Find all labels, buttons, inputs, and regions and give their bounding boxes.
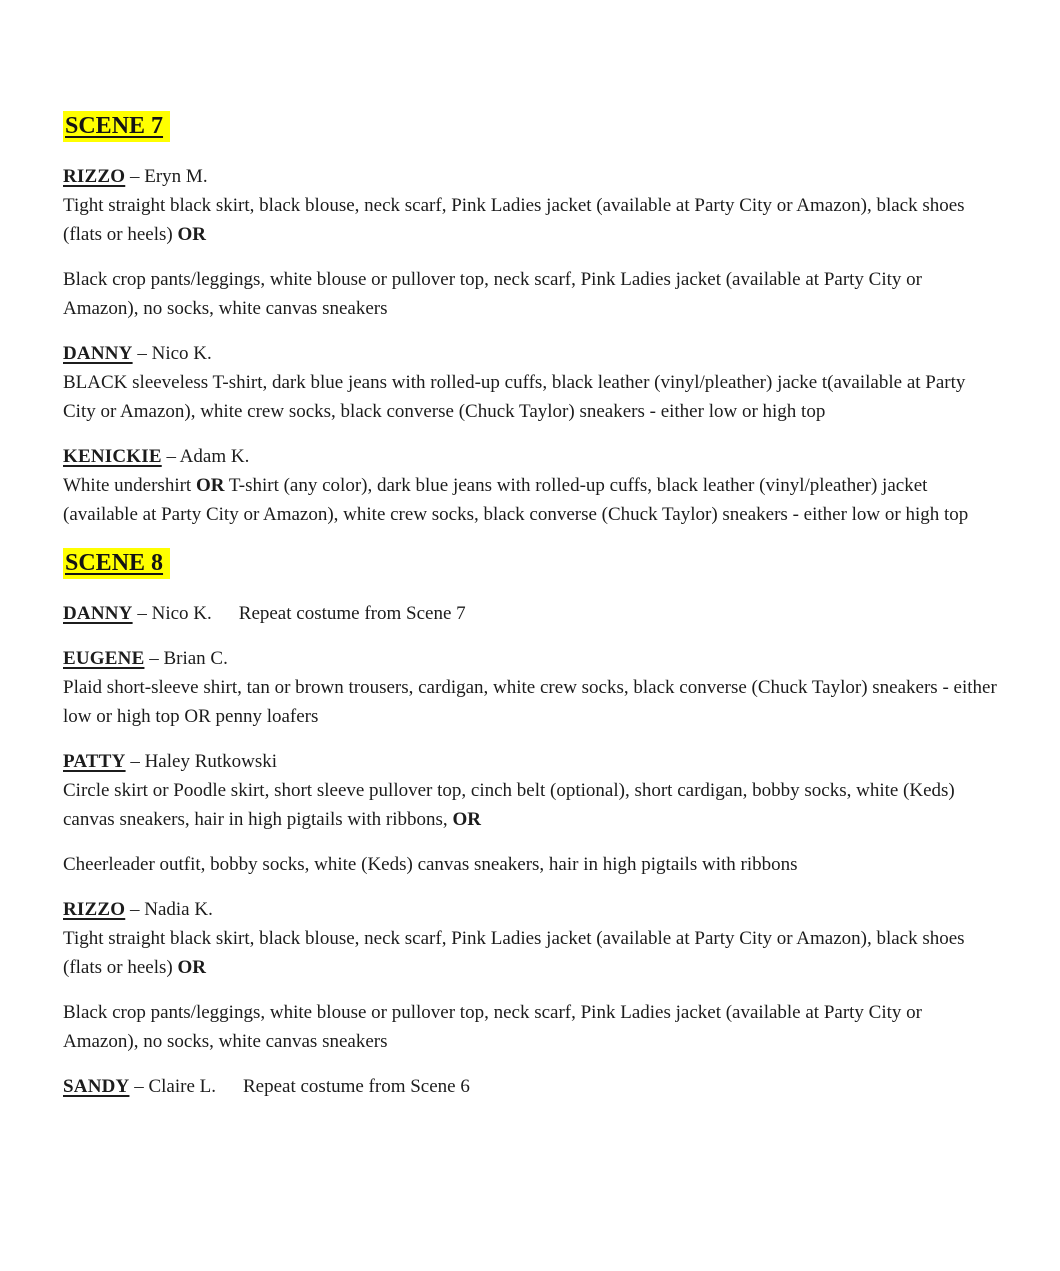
text-segment: OR bbox=[452, 809, 481, 830]
costume-paragraph bbox=[63, 850, 998, 879]
text-segment: White undershirt bbox=[63, 475, 196, 496]
character-line bbox=[63, 644, 998, 673]
character-line bbox=[63, 895, 998, 924]
text-segment: OR bbox=[177, 224, 206, 245]
character-note: Repeat costume from Scene 7 bbox=[238, 603, 466, 624]
text-segment: Circle skirt or Poodle skirt, short sleeve pullover top, cinch belt (optional), short cardigan, bobby socks, white (Keds) canvas sneakers, hair in high pigtails with ribbons, bbox=[63, 780, 955, 830]
character-section bbox=[63, 644, 998, 731]
text-segment: Tight straight black skirt, black blouse, neck scarf, Pink Ladies jacket (available at Party City or Amazon), black shoes (flats or heels) bbox=[63, 195, 965, 245]
scene-heading-highlight: SCENE 8 bbox=[63, 548, 170, 579]
character-name: EUGENE bbox=[63, 648, 145, 669]
character-name: DANNY bbox=[63, 343, 133, 364]
character-line bbox=[63, 442, 998, 471]
costume-paragraph bbox=[63, 673, 998, 731]
character-section bbox=[63, 162, 998, 323]
document-content bbox=[63, 108, 998, 1101]
text-segment: BLACK sleeveless T-shirt, dark blue jeans with rolled-up cuffs, black leather (vinyl/pleather) jacke t(available at Party City or Amazon), white crew socks, black converse (Chuck Taylor) sneakers - either low or high top bbox=[63, 372, 966, 422]
scene-heading-highlight: SCENE 7 bbox=[63, 111, 170, 142]
character-section bbox=[63, 747, 998, 879]
character-line bbox=[63, 1072, 998, 1101]
character-line bbox=[63, 599, 998, 628]
character-name: PATTY bbox=[63, 751, 126, 772]
character-line bbox=[63, 339, 998, 368]
character-actor: – Brian C. bbox=[149, 648, 228, 669]
character-section bbox=[63, 1072, 998, 1101]
scene-heading bbox=[63, 108, 998, 144]
text-segment: Tight straight black skirt, black blouse, neck scarf, Pink Ladies jacket (available at Party City or Amazon), black shoes (flats or heels) bbox=[63, 928, 965, 978]
character-name: SANDY bbox=[63, 1076, 130, 1097]
costume-paragraph bbox=[63, 776, 998, 834]
character-section bbox=[63, 339, 998, 426]
character-note: Repeat costume from Scene 6 bbox=[242, 1076, 470, 1097]
character-actor: – Adam K. bbox=[166, 446, 250, 467]
character-line bbox=[63, 747, 998, 776]
costume-paragraph bbox=[63, 998, 998, 1056]
character-actor: – Claire L. bbox=[134, 1076, 216, 1097]
character-actor: – Haley Rutkowski bbox=[130, 751, 278, 772]
text-segment: OR bbox=[177, 957, 206, 978]
scene-heading bbox=[63, 545, 998, 581]
text-segment: Cheerleader outfit, bobby socks, white (Keds) canvas sneakers, hair in high pigtails with ribbons bbox=[63, 854, 798, 875]
text-segment: Black crop pants/leggings, white blouse or pullover top, neck scarf, Pink Ladies jacket (available at Party City or Amazon), no socks, white canvas sneakers bbox=[63, 1002, 922, 1052]
character-name: RIZZO bbox=[63, 166, 126, 187]
character-actor: – Nico K. bbox=[137, 343, 212, 364]
character-line bbox=[63, 162, 998, 191]
text-segment: OR bbox=[195, 475, 225, 496]
costume-paragraph bbox=[63, 924, 998, 982]
text-segment: Black crop pants/leggings, white blouse or pullover top, neck scarf, Pink Ladies jacket (available at Party City or Amazon), no socks, white canvas sneakers bbox=[63, 269, 922, 319]
character-actor: – Eryn M. bbox=[130, 166, 208, 187]
character-section bbox=[63, 442, 998, 529]
costume-paragraph bbox=[63, 265, 998, 323]
character-section bbox=[63, 895, 998, 1056]
text-segment: Plaid short-sleeve shirt, tan or brown trousers, cardigan, white crew socks, black converse (Chuck Taylor) sneakers - either low or high top OR penny loafers bbox=[63, 677, 997, 727]
costume-paragraph bbox=[63, 471, 998, 529]
costume-paragraph bbox=[63, 368, 998, 426]
character-name: KENICKIE bbox=[63, 446, 162, 467]
costume-paragraph bbox=[63, 191, 998, 249]
character-name: RIZZO bbox=[63, 899, 126, 920]
text-segment: T-shirt (any color), dark blue jeans with rolled-up cuffs, black leather (vinyl/pleather) jacket (available at Party City or Amazon), white crew socks, black converse (Chuck Taylor) sneakers - either low or high top bbox=[63, 475, 969, 525]
character-actor: – Nico K. bbox=[137, 603, 212, 624]
character-actor: – Nadia K. bbox=[130, 899, 213, 920]
character-section bbox=[63, 599, 998, 628]
character-name: DANNY bbox=[63, 603, 133, 624]
